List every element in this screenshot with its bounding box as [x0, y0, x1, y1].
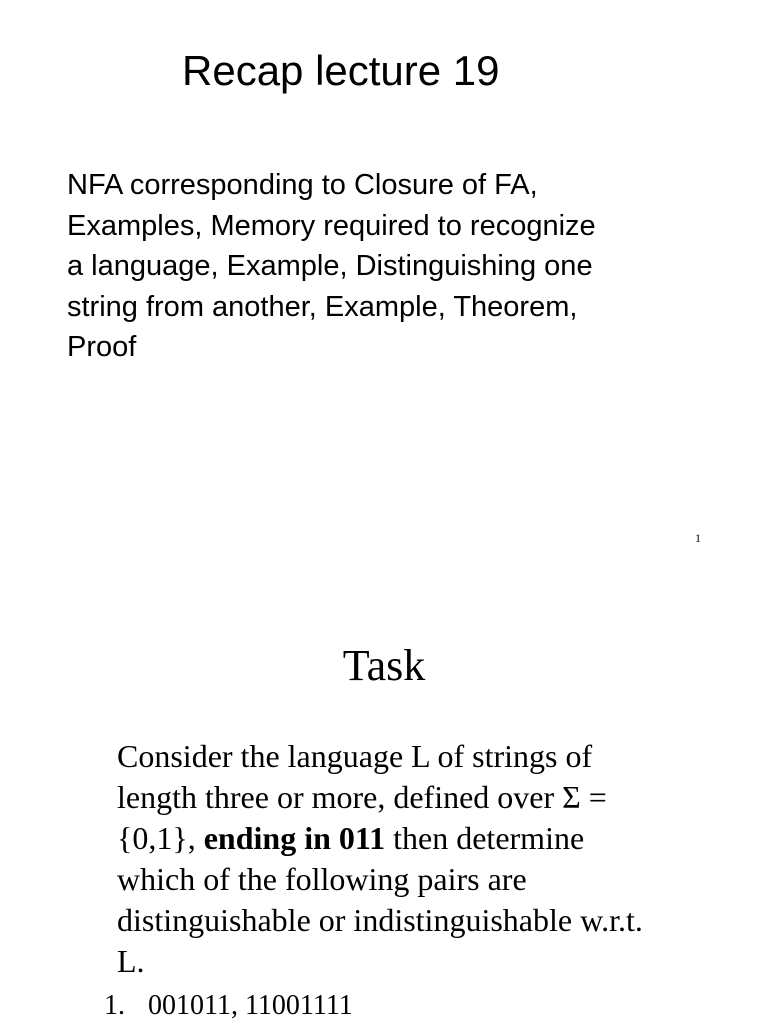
task-line-text: {0,1}, — [117, 820, 204, 856]
task-line: L. — [117, 943, 145, 979]
list-item — [104, 988, 353, 1024]
task-line: distinguishable or indistinguishable w.r.t. — [117, 902, 643, 938]
summary-line: Examples, Memory required to recognize — [67, 209, 596, 242]
task-line — [117, 818, 737, 859]
summary-line: a language, Example, Distinguishing one — [67, 250, 593, 282]
task-description — [117, 736, 737, 982]
task-line-text: then determine — [385, 820, 585, 856]
task-title: Task — [342, 641, 426, 690]
task-line: Consider the language L of strings of — [117, 738, 593, 774]
pairs-list — [104, 988, 353, 1024]
summary-line: Proof — [67, 331, 137, 363]
summary-line: string from another, Example, Theorem, — [67, 290, 578, 323]
summary-line: NFA corresponding to Closure of FA, — [67, 169, 538, 201]
bold-condition: ending in 011 — [203, 820, 386, 856]
task-line: length three or more, defined over Σ = — [117, 779, 607, 815]
list-item-number: 1. — [104, 990, 125, 1021]
page-number: 1 — [695, 531, 701, 545]
slide-title: Recap lecture 19 — [182, 47, 500, 94]
list-item-text: 001011, 11001111 — [148, 990, 353, 1021]
lecture-summary — [67, 165, 707, 368]
task-line: which of the following pairs are — [117, 861, 527, 897]
